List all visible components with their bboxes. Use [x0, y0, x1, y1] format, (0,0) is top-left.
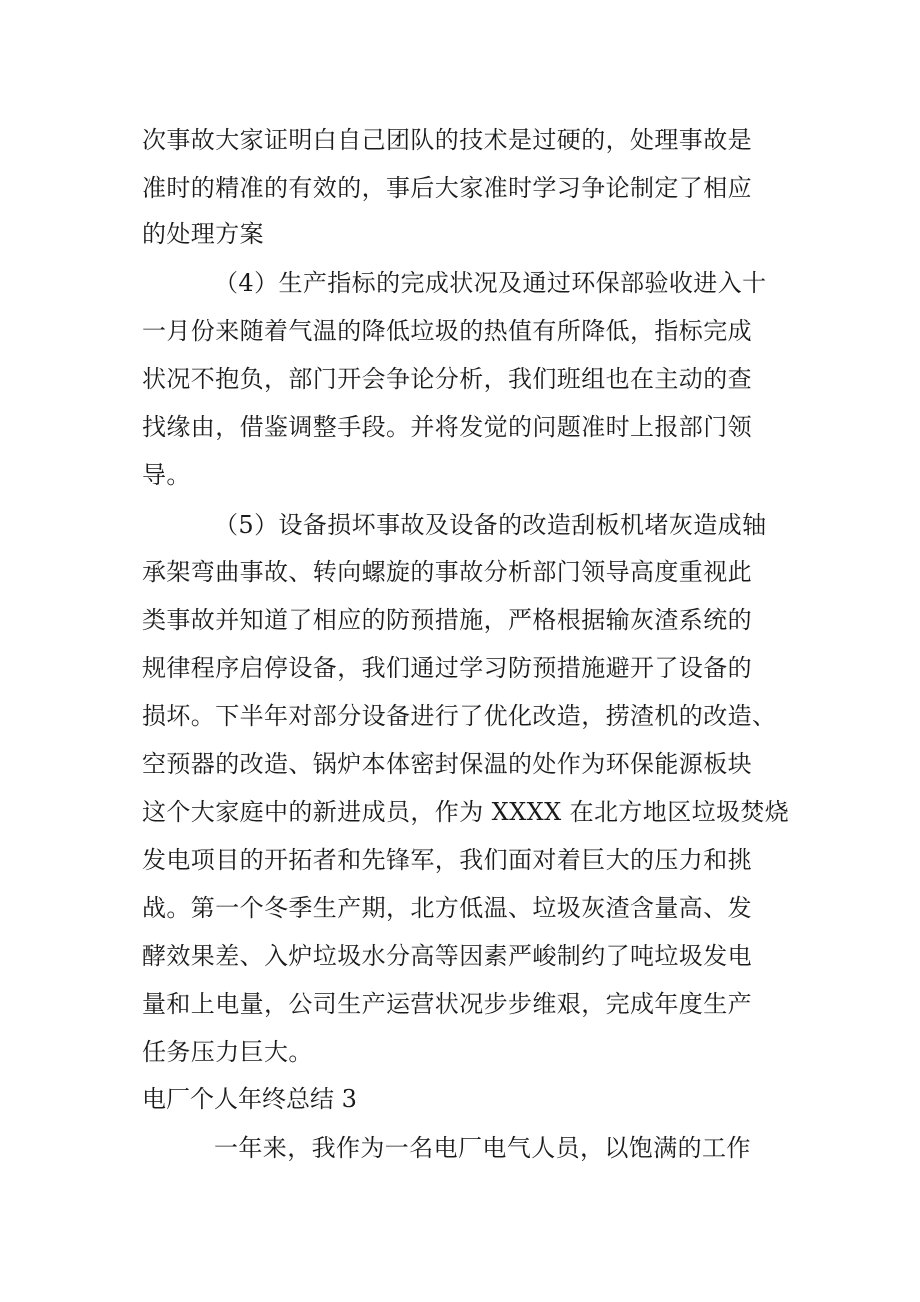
text-line-8: 导。: [142, 461, 191, 489]
text-line-6: 状况不抱负，部门开会争论分析，我们班组也在主动的查: [142, 365, 752, 393]
text-line-final: 一年来，我作为一名电厂电气人员，以饱满的工作: [214, 1134, 751, 1162]
text-line-20: 任务压力巨大。: [142, 1038, 313, 1066]
text-line-9: （5）设备损坏事故及设备的改造刮板机堵灰造成轴: [214, 511, 767, 539]
text-line-4: （4）生产指标的完成状况及通过环保部验收进入十: [214, 269, 767, 297]
text-line-17: 战。第一个冬季生产期，北方低温、垃圾灰渣含量高、发: [142, 894, 752, 922]
text-line-5: 一月份来随着气温的降低垃圾的热值有所降低，指标完成: [142, 317, 752, 345]
text-line-12: 规律程序启停设备，我们通过学习防预措施避开了设备的: [142, 654, 752, 682]
text-line-16: 发电项目的开拓者和先锋军，我们面对着巨大的压力和挑: [142, 846, 752, 874]
text-line-1: 次事故大家证明白自己团队的技术是过硬的，处理事故是: [142, 126, 752, 154]
section-heading: 电厂个人年终总结 3: [142, 1085, 357, 1113]
text-line-3: 的处理方案: [142, 220, 264, 248]
text-line-14: 空预器的改造、锅炉本体密封保温的处作为环保能源板块: [142, 750, 752, 778]
text-line-11: 类事故并知道了相应的防预措施，严格根据输灰渣系统的: [142, 606, 752, 634]
text-line-18: 酵效果差、入炉垃圾水分高等因素严峻制约了吨垃圾发电: [142, 942, 752, 970]
text-line-7: 找缘由，借鉴调整手段。并将发觉的问题准时上报部门领: [142, 413, 752, 441]
text-line-2: 准时的精准的有效的，事后大家准时学习争论制定了相应: [142, 174, 752, 202]
text-line-10: 承架弯曲事故、转向螺旋的事故分析部门领导高度重视此: [142, 558, 752, 586]
text-line-15: 这个大家庭中的新进成员，作为 XXXX 在北方地区垃圾焚烧: [142, 798, 790, 826]
text-line-13: 损坏。下半年对部分设备进行了优化改造，捞渣机的改造、: [142, 702, 777, 730]
text-line-19: 量和上电量，公司生产运营状况步步维艰，完成年度生产: [142, 990, 752, 1018]
